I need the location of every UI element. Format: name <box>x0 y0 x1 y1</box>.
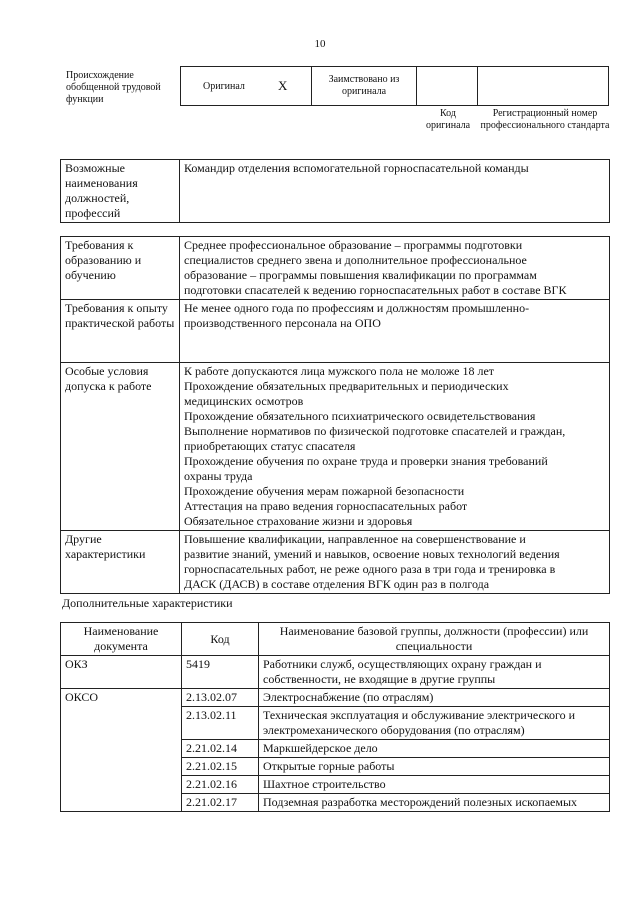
okso-name: Открытые горные работы <box>259 758 610 776</box>
req-education-label: Требования к образованию и обучению <box>61 237 180 300</box>
text-line: Прохождение обучения по охране труда и проверки знания требований <box>184 454 548 468</box>
text-line: производственного персонала на ОПО <box>184 316 381 330</box>
origin-mark: X <box>278 67 312 106</box>
okso-code: 2.21.02.14 <box>182 740 259 758</box>
text-line: К работе допускаются лица мужского пола не моложе 18 лет <box>184 364 495 378</box>
text-line: приобретающих статус спасателя <box>184 439 356 453</box>
text-line: Не менее одного года по профессиям и должностям промышленно- <box>184 301 530 315</box>
requirements-table <box>60 236 610 594</box>
positions-table <box>60 159 610 223</box>
text-line: Аттестация на право ведения горноспасательных работ <box>184 499 468 513</box>
table-row <box>61 689 610 707</box>
origin-label: Происхождение обобщенной трудовой функции <box>66 70 161 105</box>
text-line: Прохождение обучения мерам пожарной безопасности <box>184 484 465 498</box>
text-line: развитие знаний, умений и навыков, освоение новых технологий ведения <box>184 547 560 561</box>
okso-name: Техническая эксплуатация и обслуживание электрического и электромеханического оборудования (по отраслям) <box>259 707 610 740</box>
text-line: подготовки спасателей к ведению горноспасательных работ в составе ВГК <box>184 283 567 297</box>
origin-original: Оригинал <box>181 67 279 106</box>
okso-code: 2.21.02.17 <box>182 794 259 812</box>
text-line: Прохождение обязательного психиатрического освидетельствования <box>184 409 536 423</box>
req-other-label: Другие характеристики <box>61 531 180 594</box>
req-education-value <box>180 237 610 300</box>
reg-caption: Регистрационный номер профессионального стандарта <box>480 108 610 131</box>
additional-table <box>60 622 610 812</box>
text-line: ДАСК (ДАСВ) в составе отделения ВГК один раз в полгода <box>184 577 490 591</box>
origin-code-cell <box>417 67 478 106</box>
okso-code: 2.21.02.15 <box>182 758 259 776</box>
okso-name: Шахтное строительство <box>259 776 610 794</box>
okso-name: Электроснабжение (по отраслям) <box>259 689 610 707</box>
text-line: горноспасательных работ, не реже одного раза в три года и тренировка в <box>184 562 556 576</box>
okz-doc: ОКЗ <box>61 656 182 689</box>
text-line: медицинских осмотров <box>184 394 304 408</box>
header-document: Наименование документа <box>61 623 182 656</box>
text-line: Прохождение обязательных предварительных и периодических <box>184 379 509 393</box>
origin-borrowed: Заимствовано из оригинала <box>312 67 417 106</box>
okso-code: 2.13.02.07 <box>182 689 259 707</box>
req-other-value <box>180 531 610 594</box>
text-line: образование – программы повышения квалификации по программам <box>184 268 537 282</box>
page-number: 10 <box>314 38 326 50</box>
additional-header-row <box>61 623 610 656</box>
req-experience-label: Требования к опыту практической работы <box>61 300 180 363</box>
okso-doc: ОКСО <box>61 689 182 812</box>
table-row <box>61 656 610 689</box>
okso-name: Подземная разработка месторождений полезных ископаемых <box>259 794 610 812</box>
text-line: Среднее профессиональное образование – программы подготовки <box>184 238 523 252</box>
okz-name: Работники служб, осуществляющих охрану граждан и собственности, не входящие в другие группы <box>259 656 610 689</box>
req-conditions-row <box>61 363 610 531</box>
text-line: Обязательное страхование жизни и здоровья <box>184 514 413 528</box>
positions-value: Командир отделения вспомогательной горноспасательной команды <box>180 160 610 223</box>
text-line: специалистов среднего звена и дополнительное профессиональное <box>184 253 527 267</box>
additional-title: Дополнительные характеристики <box>62 596 233 610</box>
text-line: Выполнение нормативов по физической подготовке спасателей и граждан, <box>184 424 566 438</box>
okso-code: 2.13.02.11 <box>182 707 259 740</box>
req-education-row <box>61 237 610 300</box>
req-conditions-value <box>180 363 610 531</box>
okso-code: 2.21.02.16 <box>182 776 259 794</box>
text-line: охраны труда <box>184 469 253 483</box>
req-experience-row <box>61 300 610 363</box>
okz-code: 5419 <box>182 656 259 689</box>
origin-reg-cell <box>478 67 609 106</box>
code-caption: Код оригинала <box>425 108 471 131</box>
header-code: Код <box>182 623 259 656</box>
text-line: Повышение квалификации, направленное на совершенствование и <box>184 532 526 546</box>
positions-label: Возможные наименования должностей, профессий <box>61 160 180 223</box>
req-experience-value <box>180 300 610 363</box>
req-other-row <box>61 531 610 594</box>
header-name: Наименование базовой группы, должности (профессии) или специальности <box>259 623 610 656</box>
req-conditions-label: Особые условия допуска к работе <box>61 363 180 531</box>
okso-name: Маркшейдерское дело <box>259 740 610 758</box>
origin-table <box>180 66 609 106</box>
